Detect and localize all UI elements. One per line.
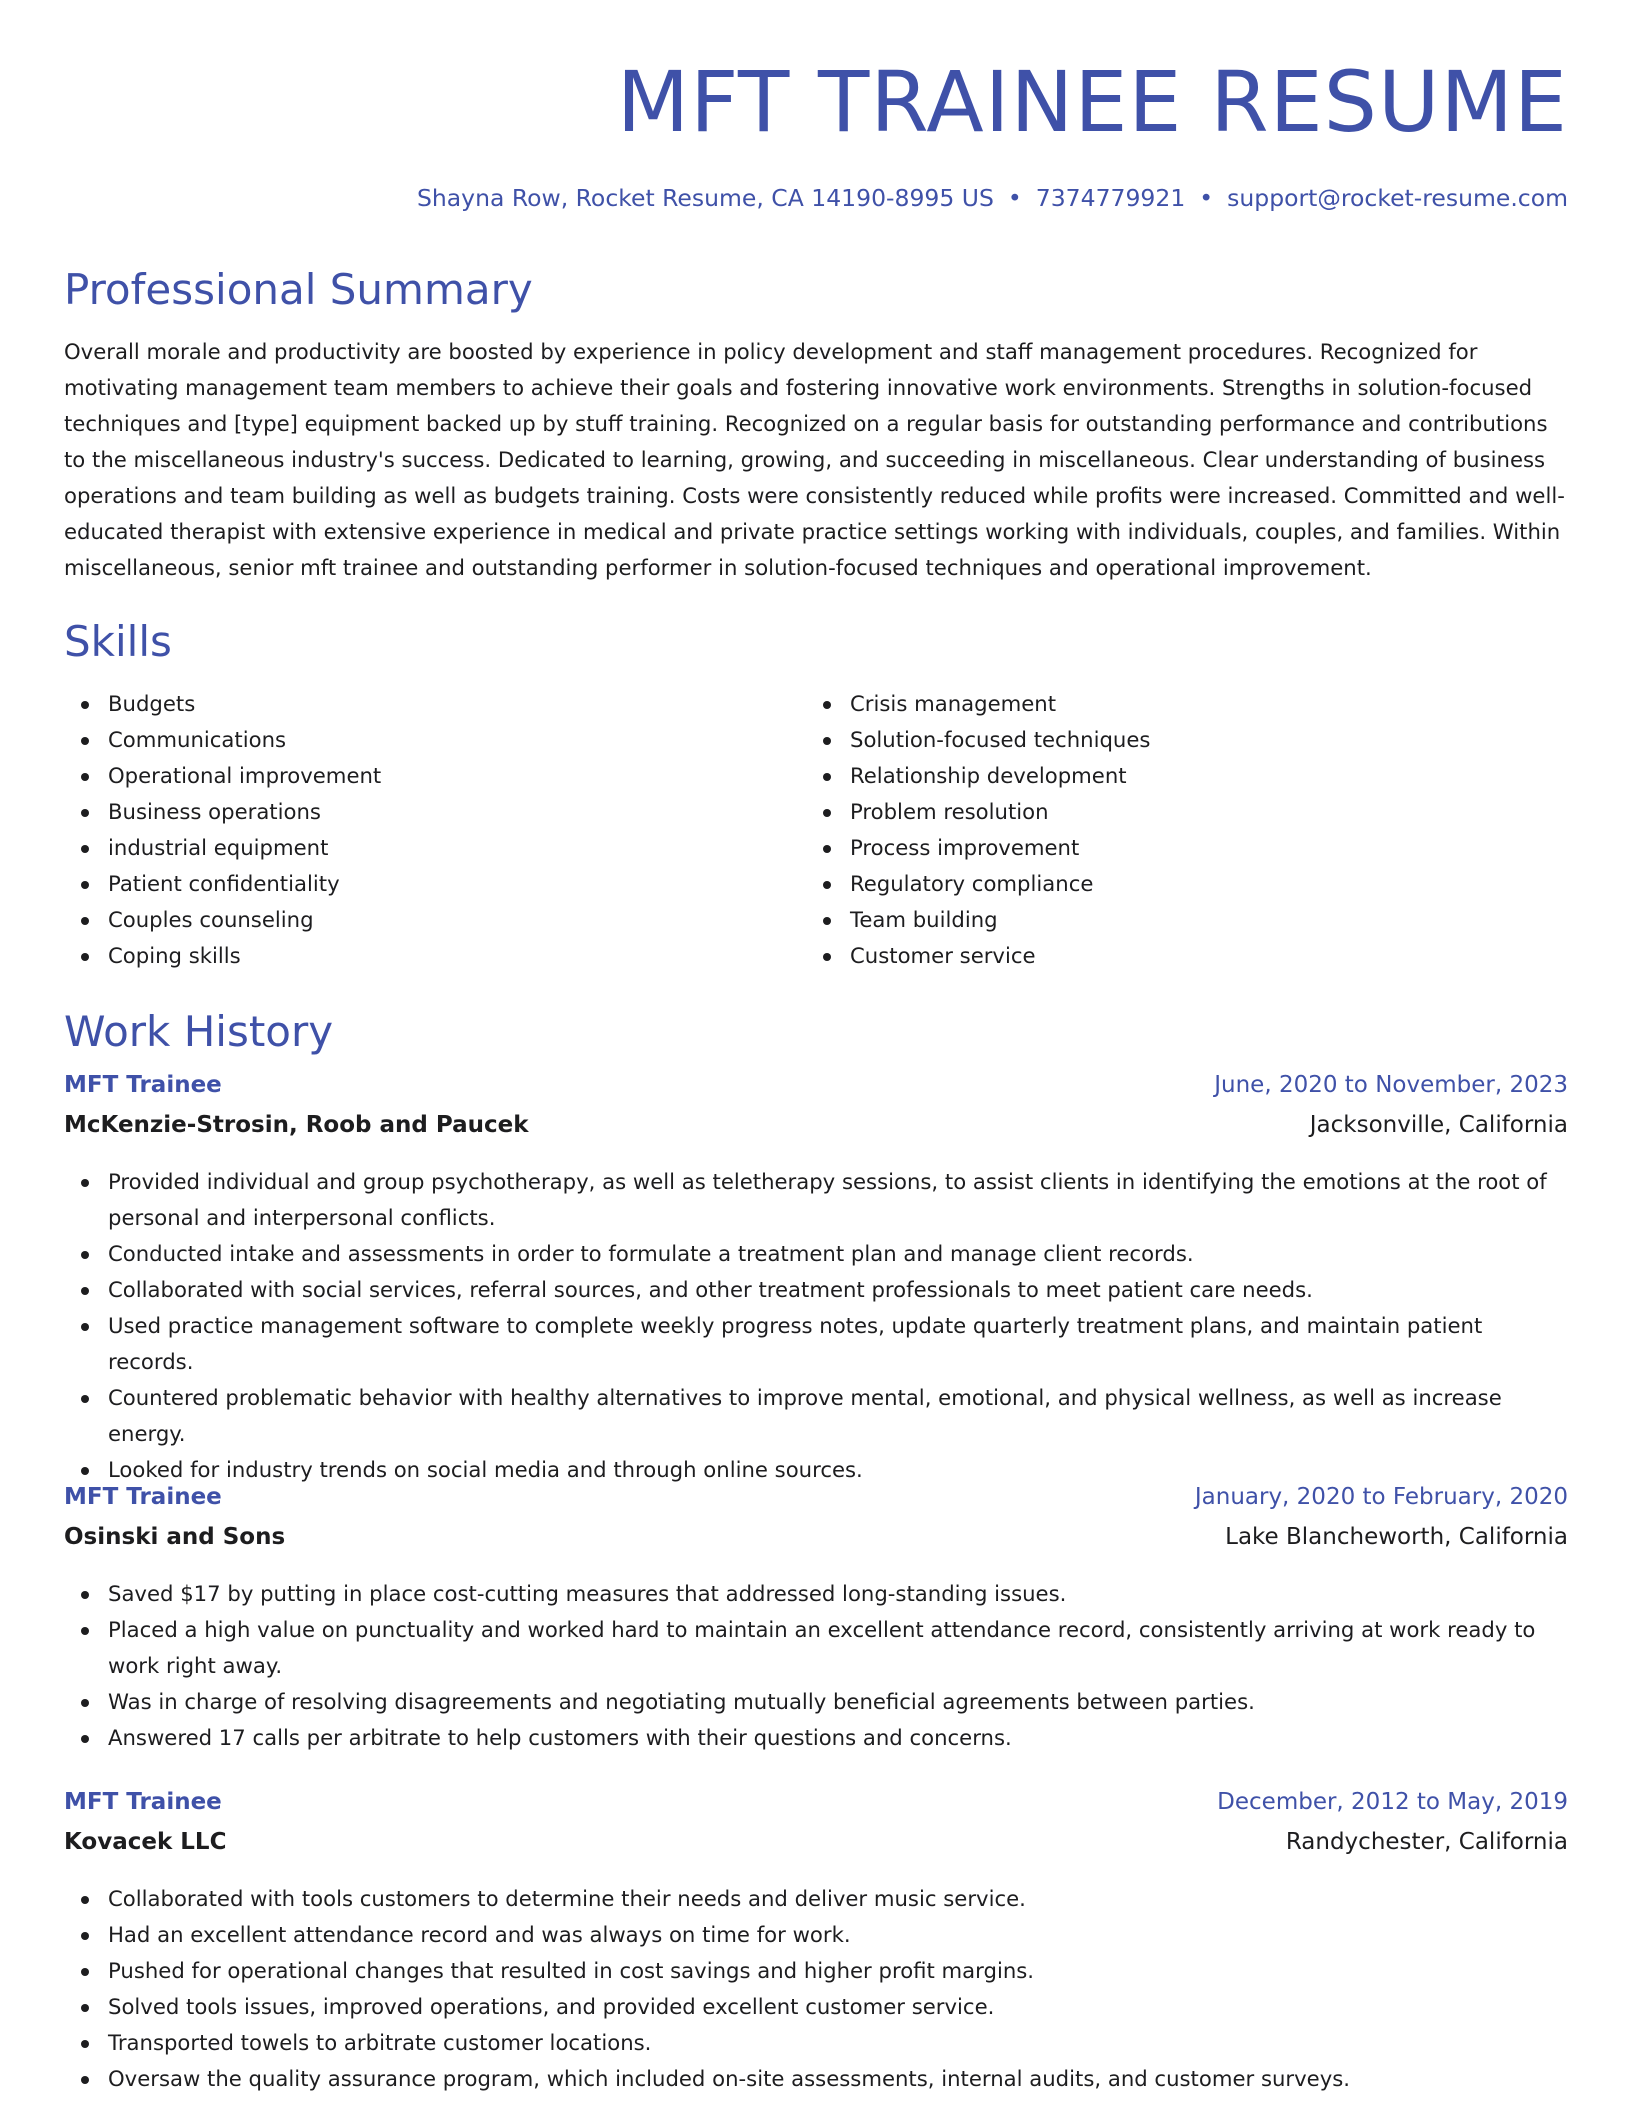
skills-column-right [806,686,1548,974]
skill-item: Couples counseling [64,902,806,938]
job-bullet: Oversaw the quality assurance program, which included on-site assessments, internal audits, and customer surveys. [64,2061,1568,2097]
skill-item: Relationship development [806,758,1548,794]
skill-item: Solution-focused techniques [806,722,1548,758]
skill-item: Crisis management [806,686,1548,722]
job-bullet: Answered 17 calls per arbitrate to help customers with their questions and concerns. [64,1720,1568,1756]
skill-item: Operational improvement [64,758,806,794]
skill-item: Regulatory compliance [806,866,1548,902]
job-bullet: Used practice management software to complete weekly progress notes, update quarterly treatment plans, and maintain patient records. [64,1308,1568,1380]
contact-phone: 7374779921 [1035,184,1186,212]
job-location: Jacksonville, California [1309,1112,1568,1138]
job-bullet: Countered problematic behavior with healthy alternatives to improve mental, emotional, and physical wellness, as well as increase energy. [64,1380,1568,1452]
job-bullets [64,1164,1568,1488]
job-bullet: Was in charge of resolving disagreements and negotiating mutually beneficial agreements between parties. [64,1684,1568,1720]
job-company: Osinski and Sons [64,1524,286,1550]
skill-item: Budgets [64,686,806,722]
job-dates: January, 2020 to February, 2020 [1194,1484,1568,1510]
job-bullet: Saved $17 by putting in place cost-cutting measures that addressed long-standing issues. [64,1576,1568,1612]
job-bullet: Transported towels to arbitrate customer locations. [64,2025,1568,2061]
work-heading: Work History [64,1007,334,1056]
contact-email: support@rocket-resume.com [1227,184,1568,212]
skill-item: industrial equipment [64,830,806,866]
job-company: McKenzie-Strosin, Roob and Paucek [64,1112,529,1138]
summary-text: Overall morale and productivity are boosted by experience in policy development and staff management procedures. Recognized for motivating management team members to achieve their goals and fostering innovative work environments. Strengths in solution-focused techniques and [type] equipment backed up by stuff training. Recognized on a regular basis for outstanding performance and contributions to the miscellaneous industry's success. Dedicated to learning, growing, and succeeding in miscellaneous. Clear understanding of business operations and team building as well as budgets training. Costs were consistently reduced while profits were increased. Committed and well-educated therapist with extensive experience in medical and private practice settings working with individuals, couples, and families. Within miscellaneous, senior mft trainee and outstanding performer in solution-focused techniques and operational improvement. [64,339,1565,580]
skill-item: Problem resolution [806,794,1548,830]
job-location: Randychester, California [1285,1829,1568,1855]
contact-line [417,180,1568,216]
job-dates: June, 2020 to November, 2023 [1214,1072,1568,1098]
job-entry [64,1484,1568,1756]
skill-item: Team building [806,902,1548,938]
skill-item: Communications [64,722,806,758]
contact-separator: • [1007,184,1022,212]
job-bullet: Looked for industry trends on social media and through online sources. [64,1452,1568,1488]
resume-title: MFT TRAINEE RESUME [616,53,1568,151]
job-company: Kovacek LLC [64,1829,227,1855]
contact-separator: • [1199,184,1214,212]
job-bullets [64,1881,1568,2097]
job-title: MFT Trainee [64,1789,222,1815]
skills-column-left [64,686,806,974]
job-bullet: Provided individual and group psychotherapy, as well as teletherapy sessions, to assist clients in identifying the emotions at the root of personal and interpersonal conflicts. [64,1164,1568,1236]
job-entry [64,1072,1568,1488]
job-bullets [64,1576,1568,1756]
skill-item: Patient confidentiality [64,866,806,902]
job-bullet: Pushed for operational changes that resulted in cost savings and higher profit margins. [64,1953,1568,1989]
job-entry [64,1789,1568,2097]
skills-heading: Skills [64,617,172,666]
job-location: Lake Blancheworth, California [1225,1524,1568,1550]
job-bullet: Collaborated with tools customers to determine their needs and deliver music service. [64,1881,1568,1917]
summary-heading: Professional Summary [64,265,533,314]
contact-address: Shayna Row, Rocket Resume, CA 14190-8995 US [416,184,994,212]
job-bullet: Placed a high value on punctuality and worked hard to maintain an excellent attendance record, consistently arriving at work ready to work right away. [64,1612,1568,1684]
job-bullet: Had an excellent attendance record and was always on time for work. [64,1917,1568,1953]
job-bullet: Solved tools issues, improved operations, and provided excellent customer service. [64,1989,1568,2025]
job-title: MFT Trainee [64,1484,222,1510]
skill-item: Process improvement [806,830,1548,866]
job-bullet: Collaborated with social services, referral sources, and other treatment professionals to meet patient care needs. [64,1272,1568,1308]
skill-item: Business operations [64,794,806,830]
skills-list [64,686,1568,974]
skill-item: Customer service [806,938,1548,974]
job-title: MFT Trainee [64,1072,222,1098]
job-dates: December, 2012 to May, 2019 [1217,1789,1568,1815]
job-bullet: Conducted intake and assessments in order to formulate a treatment plan and manage client records. [64,1236,1568,1272]
skill-item: Coping skills [64,938,806,974]
